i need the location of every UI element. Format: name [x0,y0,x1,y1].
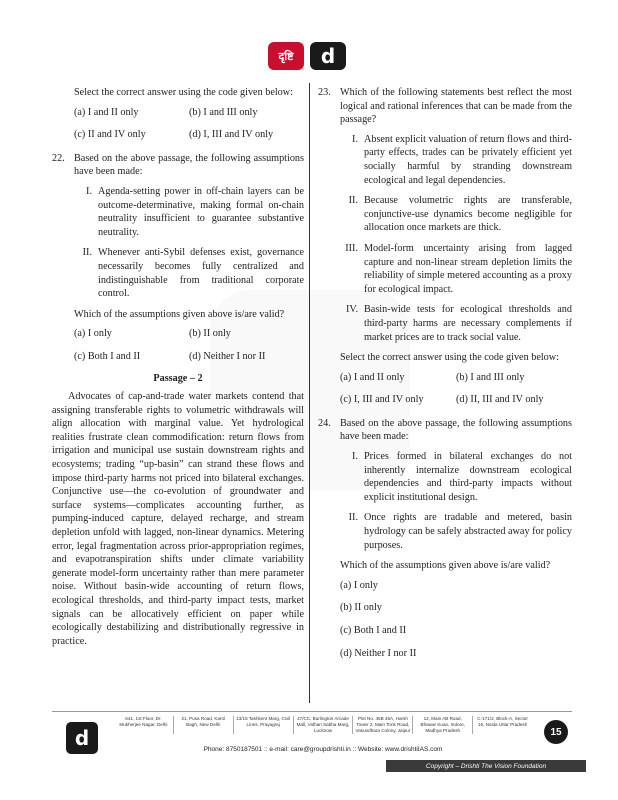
q23-intro: Select the correct answer using the code given below: [340,352,559,364]
address-delhi-mukherjee-nagar: 641, 1st Floor, Dr. Mukherjee Nagar, Delhi [119,716,168,727]
q21-options [74,106,304,142]
q23-option-d[interactable]: (d) II, III and IV only [456,394,544,406]
address-indore: 12, Main AB Road, Bhawar Kuan, Indore, Madhya Pradesh [412,716,472,734]
q24-option-d[interactable]: (d) Neither I nor II [340,647,417,659]
q23-statement-4: IV. Basin-wide tests for ecological thresholds and third-party harms are necessary complements if market prices are to track social value. [346,304,572,343]
page-number: 15 [544,720,568,744]
d-logo-icon: d [310,42,346,70]
right-column [318,86,572,660]
copyright-banner: Copyright – Drishti The Vision Foundation [386,760,586,772]
q23-option-b[interactable]: (b) I and III only [456,371,525,383]
q23-statement-1: I. Absent explicit valuation of return flows and third-party effects, trades can be privately efficient yet socially harmful by stranding downstream ecological and legal dependencies. [352,133,572,186]
q22-statement-2: II. Whenever anti-Sybil defenses exist, governance necessarily becomes fully centralized and indistinguishable from traditional corporate control. [82,247,304,300]
q22-question [52,152,304,179]
q23-text: Which of the following statements best reflect the most logical and rational inferences that can be made from the passage? [340,87,572,126]
q23-question [318,86,572,127]
q22-text: Based on the above passage, the following assumptions have been made: [74,152,304,178]
q21-option-d[interactable]: (d) I, III and IV only [189,129,274,141]
address-prayagraj: 13/15 Tashkent Marg, Civil Lines, Prayagraj [233,716,293,734]
footer-logo-icon: d [66,722,98,754]
address-karol-bagh: 21, Pusa Road, Karol Bagh, New Delhi [173,716,233,734]
q23-option-c[interactable]: (c) I, III and IV only [340,394,424,406]
q21-option-c[interactable]: (c) II and IV only [74,129,146,141]
q22-option-b[interactable]: (b) II only [189,328,231,340]
q23-statement-3: III. Model-form uncertainty arising from lagged capture and non-linear stream depletion limits the reliability of simple metered accounting as a proxy for ecological impact. [345,242,572,295]
footer [52,711,572,758]
q21-intro: Select the correct answer using the code given below: [74,87,293,98]
contact-info: Phone: 8750187501 :: e-mail: care@groupdrishti.in :: Website: www.drishtiIAS.com [203,746,443,753]
q23-options [340,371,572,407]
q24-option-b[interactable]: (b) II only [340,602,382,614]
passage-text: Advocates of cap-and-trade water markets contend that assigning transferable rights to volumetric withdrawals will align allocation with marginal value. Yet hydrological realities frustrate clean commodification: return flows from irrigation and municipal use sustain downstream rights and ecosystems; trading “up-basin” can strand these flows and impose third-party harms not priced into bilateral exchanges. Conjunctive use—the co-evolution of groundwater and surface systems—complicates accounting further, as pumping-induced capture, delayed recharge, and stream depletion unfold with lagged, non-linear dynamics. Metering error, legal fragmentation across prior-appropriation regimes, and evapotranspiration shifts under climate variability generate model-form uncertainty rather than mere parameter noise. Without basin-wide accounting of return flows, ecological thresholds, and third-party impact tests, market signals can be allocatively efficient on paper while ecologically destabilizing and distributionally regressive in practice. [52,391,304,647]
q22-option-d[interactable]: (d) Neither I nor II [189,350,266,362]
address-jaipur: Plot No. 45B 45A, Harsh Tower 2, Main Tonk Road, Vasundhara Colony, Jaipur [352,716,412,734]
address-lucknow: 47/CC, Burlington Arcade Mall, Vidhan Sabha Marg, Lucknow [293,716,353,734]
q24-statement-2: II. Once rights are tradable and metered, basin hydrology can be safely abstracted away for policy purposes. [348,512,572,551]
q22-number: 22. [52,152,65,164]
q24-statement-1: I. Prices formed in bilateral exchanges do not inherently internalize downstream ecological dependencies and third-party impacts without explicit institutional design. [352,451,572,503]
q22-option-c[interactable]: (c) Both I and II [74,350,141,362]
q24-option-a[interactable]: (a) I only [340,579,378,591]
q23-statement-2: II. Because volumetric rights are transferable, conjunctive-use dynamics become negligible for allocation once markets are thick. [348,195,572,234]
q23-number: 23. [318,87,331,98]
q22-prompt: Which of the assumptions given above is/are valid? [74,308,285,320]
q24-number: 24. [318,417,331,429]
q24-question [318,417,572,444]
address-noida: C-171/2, Block-A, Sector 15, Noida Uttar Pradesh [472,716,532,734]
column-divider [309,83,310,703]
q22-option-a[interactable]: (a) I only [74,328,112,340]
header-logo [268,42,346,70]
q24-option-c[interactable]: (c) Both I and II [340,625,407,636]
q21-option-a[interactable]: (a) I and II only [74,106,139,118]
q22-statement-1: I. Agenda-setting power in off-chain layers can be outcome-determinative, making formal on-chain neutrality insufficient to guarantee substantive neutrality. [86,185,304,238]
q21-option-b[interactable]: (b) I and III only [189,106,258,118]
left-column [52,86,304,648]
q24-options [340,579,572,660]
drishti-logo-icon: दृष्टि [268,42,304,70]
q24-text: Based on the above passage, the following assumptions have been made: [340,417,572,443]
q24-prompt: Which of the assumptions given above is/are valid? [340,560,551,572]
q22-options [74,327,304,363]
q23-option-a[interactable]: (a) I and II only [340,371,405,383]
address-row [114,716,532,734]
passage-title: Passage – 2 [153,372,203,384]
